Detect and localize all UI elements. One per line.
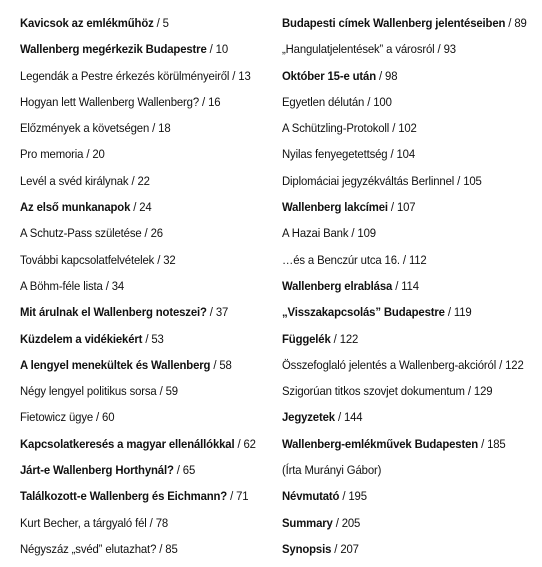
toc-entry-title: Előzmények a követségen [20, 121, 150, 136]
toc-entry-title: Az első munkanapok [20, 200, 131, 215]
toc-entry-page-number: 65 [182, 463, 196, 478]
toc-entry-title: Négy lengyel politikus sorsa [20, 384, 157, 399]
toc-entry [20, 483, 257, 509]
toc-entry-separator: / [173, 463, 183, 478]
toc-entry-separator: / [478, 436, 488, 451]
toc-entry-separator: / [229, 68, 239, 83]
toc-entry [20, 247, 257, 273]
toc-entry-page-number: 107 [396, 200, 416, 215]
toc-entry [20, 89, 257, 115]
toc-entry-page-number: 16 [208, 94, 221, 109]
toc-column-right [282, 10, 540, 562]
toc-entry-title: Synopsis [282, 541, 332, 556]
toc-entry [282, 220, 522, 246]
toc-entry-title: A Hazai Bank [282, 226, 349, 241]
toc-entry-page-number: 119 [453, 305, 472, 320]
toc-entry-separator: / [227, 489, 237, 504]
toc-entry-separator: / [146, 515, 156, 530]
toc-entry-title: További kapcsolatfelvételek [20, 252, 155, 267]
toc-entry [20, 220, 257, 246]
toc-entry-page-number: 22 [137, 173, 150, 188]
toc-entry [282, 483, 522, 509]
toc-entry-separator: / [387, 147, 397, 162]
toc-entry-separator: / [334, 410, 344, 425]
toc-entry [20, 141, 257, 167]
toc-entry-page-number: 195 [348, 489, 367, 504]
toc-entry-page-number: 71 [236, 489, 249, 504]
toc-entry-page-number: 114 [401, 278, 419, 293]
toc-entry-page-number: 100 [373, 94, 392, 109]
toc-entry-title: Wallenberg megérkezik Budapestre [20, 42, 207, 57]
toc-entry-page-number: 60 [102, 410, 115, 425]
toc-entry-title: Egyetlen délután [282, 94, 365, 109]
toc-entry-title: Diplomáciai jegyzékváltás Berlinnel [282, 173, 455, 188]
toc-entry-separator: / [444, 305, 454, 320]
toc-entry-separator: / [128, 173, 138, 188]
toc-entry-title: Küzdelem a vidékiekért [20, 331, 143, 346]
toc-entry [282, 141, 522, 167]
toc-entry-page-number: 93 [443, 42, 456, 57]
toc-entry [282, 63, 522, 89]
toc-entry [20, 431, 257, 457]
toc-entry [282, 510, 522, 536]
toc-entry-separator: / [464, 384, 474, 399]
toc-entry-title: Négyszáz „svéd” elutazhat? [20, 541, 157, 556]
toc-entry-separator: / [392, 278, 402, 293]
toc-entry-page-number: 122 [505, 357, 524, 372]
toc-entry-separator: / [496, 357, 506, 372]
toc-entry [282, 115, 522, 141]
toc-entry-title: A Böhm-féle lista [20, 278, 103, 293]
toc-entry [20, 273, 257, 299]
toc-entry [282, 273, 522, 299]
toc-entry-page-number: 85 [165, 541, 178, 556]
toc-column-left [20, 10, 275, 562]
toc-entry-title: Járt-e Wallenberg Horthynál? [20, 463, 174, 478]
toc-entry-title: Kurt Becher, a tárgyaló fél [20, 515, 147, 530]
toc-entry-title: Találkozott-e Wallenberg és Eichmann? [20, 489, 228, 504]
toc-entry [282, 457, 522, 483]
toc-entry [20, 404, 257, 430]
toc-entry-page-number: 26 [150, 226, 163, 241]
toc-entry-title: Pro memoria [20, 147, 84, 162]
toc-entry-title: Nyilas fenyegetettség [282, 147, 388, 162]
toc-entry-page-number: 24 [139, 200, 152, 215]
toc-entry-separator: / [130, 200, 140, 215]
toc-entry-page-number: 105 [463, 173, 482, 188]
toc-entry [282, 299, 522, 325]
toc-entry-title: Függelék [282, 331, 331, 346]
toc-entry-page-number: 62 [243, 436, 256, 451]
toc-entry-page-number: 10 [215, 42, 228, 57]
toc-entry-page-number: 185 [487, 436, 506, 451]
toc-entry-page-number: 18 [158, 121, 171, 136]
toc-entry [282, 168, 522, 194]
toc-entry-page-number: 112 [408, 252, 427, 267]
toc-entry [282, 404, 522, 430]
toc-entry [282, 194, 522, 220]
toc-entry-separator: / [234, 436, 244, 451]
toc-entry-page-number: 58 [219, 357, 232, 372]
toc-entry-title: „Visszakapcsolás” Budapestre [282, 305, 445, 320]
toc-entry-page-number: 129 [473, 384, 493, 399]
toc-entry-page-number: 59 [165, 384, 178, 399]
toc-entry [20, 326, 257, 352]
toc-entry-page-number: 144 [343, 410, 363, 425]
toc-entry-page-number: 205 [341, 515, 361, 530]
toc-entry-page-number: 109 [357, 226, 376, 241]
toc-entry [20, 115, 257, 141]
toc-entry [20, 299, 257, 325]
toc-entry-separator: / [83, 147, 93, 162]
toc-entry-page-number: 122 [339, 331, 359, 346]
toc-entry [282, 36, 522, 62]
toc-entry-page-number: 53 [151, 331, 164, 346]
toc-entry-separator: / [153, 16, 163, 30]
toc-entry-title: Fietowicz ügye [20, 410, 94, 425]
toc-entry-separator: / [199, 94, 209, 109]
toc-entry-separator: / [364, 94, 374, 109]
toc-entry-separator: / [102, 278, 112, 293]
toc-entry [282, 536, 522, 562]
toc-entry-separator: / [93, 410, 103, 425]
toc-entry-page-number: 89 [514, 16, 527, 30]
toc-entry [20, 168, 257, 194]
toc-entry-separator: / [206, 305, 216, 320]
toc-entry-title: Hogyan lett Wallenberg Wallenberg? [20, 94, 200, 109]
toc-entry-title: Wallenberg elrablása [282, 278, 393, 293]
toc-entry-page-number: 13 [238, 68, 251, 83]
toc-entry-title: Névmutató [282, 489, 340, 504]
toc-entry-page-number: 207 [340, 541, 359, 556]
toc-entry-separator: / [156, 384, 166, 399]
toc-entry-title: A Schützling-Protokoll [282, 121, 390, 136]
toc-entry [20, 536, 257, 562]
toc-entry [20, 457, 257, 483]
toc-entry-title: (Írta Murányi Gábor) [282, 463, 382, 478]
toc-entry [20, 510, 257, 536]
toc-entry-page-number: 78 [155, 515, 169, 530]
toc-entry-title: Kapcsolatkeresés a magyar ellenállókkal [20, 436, 235, 451]
toc-entry-separator: / [332, 515, 342, 530]
toc-entry-separator: / [331, 541, 341, 556]
toc-entry-separator: / [434, 42, 444, 57]
toc-entry-title: Jegyzetek [282, 410, 335, 425]
toc-entry [20, 378, 257, 404]
toc-entry-title: Legendák a Pestre érkezés körülményeiről [20, 68, 230, 83]
toc-entry-title: Levél a svéd királynak [20, 173, 129, 188]
toc-entry-title: Wallenberg-emlékművek Budapesten [282, 436, 479, 451]
toc-entry-separator: / [389, 121, 399, 136]
toc-entry-page-number: 98 [385, 68, 398, 83]
toc-entry [20, 36, 257, 62]
toc-entry [282, 378, 522, 404]
toc-entry-page-number: 37 [215, 305, 229, 320]
toc-entry-separator: / [399, 252, 409, 267]
toc-entry-title: Wallenberg lakcímei [282, 200, 388, 215]
toc-entry-separator: / [348, 226, 358, 241]
toc-entry-separator: / [339, 489, 349, 504]
toc-entry-page-number: 32 [163, 252, 176, 267]
toc-entry-separator: / [376, 68, 386, 83]
toc-entry-separator: / [387, 200, 397, 215]
toc-entry-title: „Hangulatjelentések” a városról [282, 42, 435, 57]
toc-entry-page-number: 34 [111, 278, 125, 293]
toc-entry-title: A Schutz-Pass születése [20, 226, 142, 241]
toc-entry-title: …és a Benczúr utca 16. [282, 252, 400, 267]
toc-entry [282, 10, 527, 36]
toc-entry-title: Summary [282, 515, 333, 530]
toc-entry-title: Szigorúan titkos szovjet dokumentum [282, 384, 465, 399]
toc-entry [20, 352, 257, 378]
toc-entry-separator: / [330, 331, 340, 346]
toc-entry-separator: / [142, 331, 152, 346]
toc-entry-page-number: 5 [162, 16, 169, 30]
toc-entry-separator: / [141, 226, 151, 241]
toc-entry [20, 10, 257, 36]
toc-entry [20, 63, 257, 89]
toc-entry-separator: / [210, 357, 220, 372]
toc-entry-separator: / [156, 541, 166, 556]
toc-entry-separator: / [154, 252, 164, 267]
toc-entry [282, 247, 522, 273]
toc-entry-separator: / [454, 173, 464, 188]
toc-entry-page-number: 104 [396, 147, 415, 162]
toc-entry [282, 326, 522, 352]
toc-entry-title: A lengyel menekültek és Wallenberg [20, 357, 211, 372]
toc-entry-title: Október 15-e után [282, 68, 377, 83]
toc-entry-separator: / [206, 42, 216, 57]
toc-entry [282, 431, 522, 457]
toc-entry [282, 352, 522, 378]
toc-entry [282, 89, 522, 115]
toc-entry-title: Mit árulnak el Wallenberg noteszei? [20, 305, 207, 320]
toc-entry-page-number: 102 [398, 121, 417, 136]
toc-entry-separator: / [505, 16, 515, 30]
toc-entry-page-number: 20 [92, 147, 105, 162]
toc-entry [20, 194, 257, 220]
toc-entry-title: Kavicsok az emlékműhöz [20, 16, 154, 30]
toc-entry-separator: / [149, 121, 159, 136]
toc-entry-title: Budapesti címek Wallenberg jelentéseiben [282, 16, 506, 30]
toc-entry-title: Összefoglaló jelentés a Wallenberg-akcióról [282, 357, 497, 372]
